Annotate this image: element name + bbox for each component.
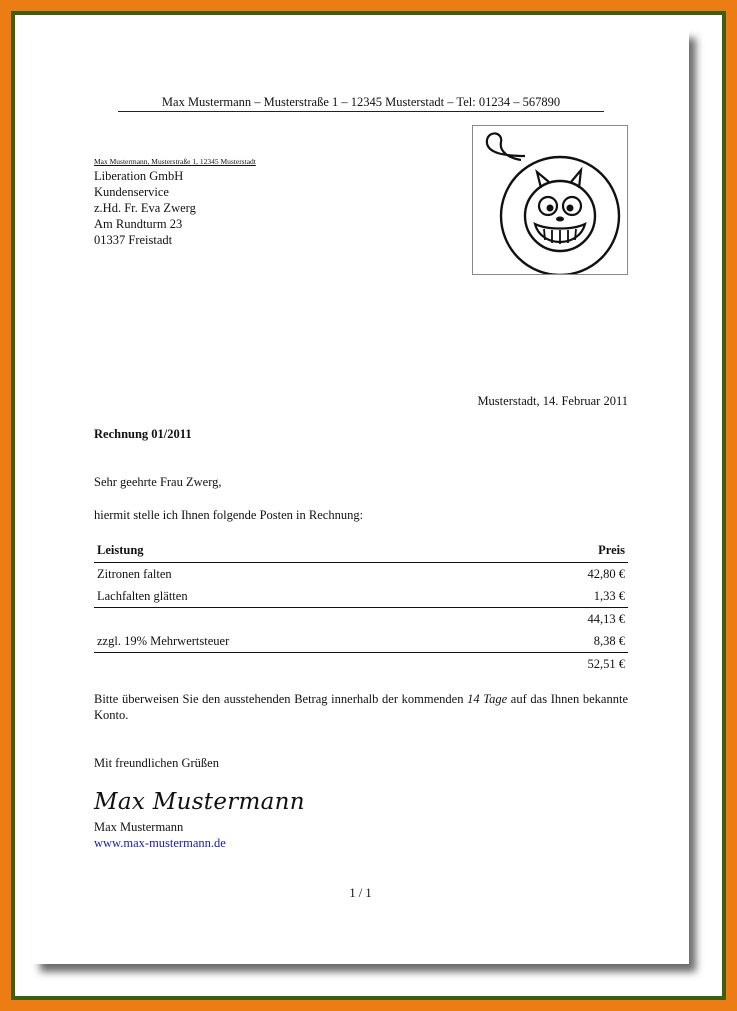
total-label-cell	[94, 653, 500, 676]
column-header-item: Leistung	[94, 538, 500, 563]
item-cell: Lachfalten glätten	[94, 585, 500, 608]
total-cell: 52,51 €	[587, 657, 625, 671]
subtotal-row	[94, 608, 628, 631]
letter-page	[32, 30, 689, 964]
recipient-line: Liberation GmbH	[94, 169, 184, 183]
sender-name: Max Mustermann	[94, 820, 184, 834]
page-number: 1 / 1	[349, 886, 372, 900]
subtotal-label-cell	[94, 608, 500, 631]
salutation: Sehr geehrte Frau Zwerg,	[94, 475, 222, 489]
tax-row	[94, 630, 628, 653]
cat-face-logo-icon	[473, 126, 627, 274]
website-link[interactable]: www.max-mustermann.de	[94, 836, 226, 850]
recipient-address	[94, 168, 196, 248]
tax-cell: 8,38 €	[500, 630, 628, 653]
column-header-price: Preis	[500, 538, 628, 563]
letter-date: Musterstadt, 14. Februar 2011	[477, 394, 628, 408]
total-row	[94, 653, 628, 676]
complimentary-close: Mit freundlichen Grüßen	[94, 756, 219, 770]
item-cell: Zitronen falten	[97, 567, 172, 581]
recipient-line: Am Rundturm 23	[94, 217, 183, 231]
recipient-line: 01337 Freistadt	[94, 233, 173, 247]
payment-request	[94, 691, 628, 723]
payment-request-text-end: auf das Ihnen bekannte Konto.	[94, 692, 628, 722]
table-row	[94, 585, 628, 608]
intro-text: hiermit stelle ich Ihnen folgende Posten in Rechnung:	[94, 508, 364, 522]
logo-box	[472, 125, 628, 275]
invoice-subject: Rechnung 01/2011	[94, 427, 192, 441]
recipient-line: z.Hd. Fr. Eva Zwerg	[94, 201, 196, 215]
table-row	[94, 563, 628, 586]
letterhead: Max Mustermann – Musterstraße 1 – 12345 Musterstadt – Tel: 01234 – 567890	[118, 94, 604, 112]
handwritten-signature: Max Mustermann	[94, 789, 305, 815]
recipient-line: Kundenservice	[94, 185, 169, 199]
subtotal-cell: 44,13 €	[587, 612, 625, 626]
price-cell: 42,80 €	[587, 567, 625, 581]
tax-label-cell: zzgl. 19% Mehrwertsteuer	[94, 630, 500, 653]
payment-request-text: Bitte überweisen Sie den ausstehenden Betrag innerhalb der kommenden	[94, 692, 468, 706]
table-header-row	[94, 538, 628, 563]
payment-deadline: 14 Tage	[467, 692, 508, 706]
invoice-table	[94, 538, 628, 675]
price-cell: 1,33 €	[500, 585, 628, 608]
sender-return-address: Max Mustermann, Musterstraße 1, 12345 Musterstadt	[94, 157, 256, 166]
